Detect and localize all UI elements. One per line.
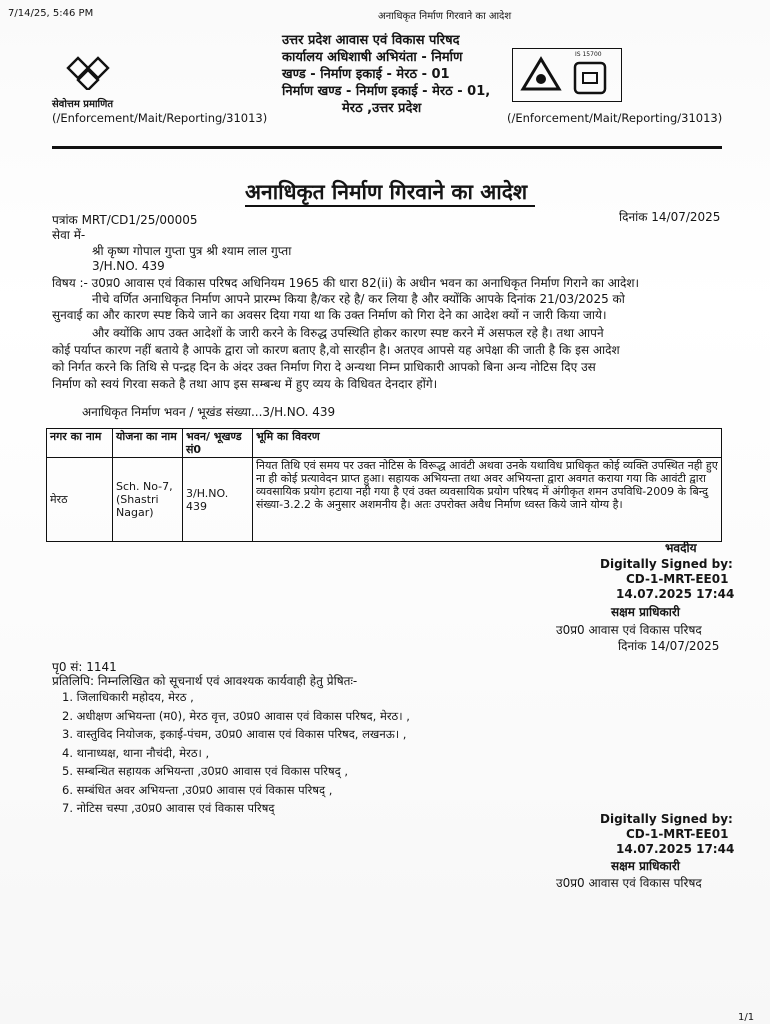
subject-line: विषय :- उ0प्र0 आवास एवं विकास परिषद अधिनियम 1965 की धारा 82(ii) के अधीन भवन का अनाधिकृत निर्माण गिराने का आदेश।: [52, 276, 640, 290]
certification-logo: [512, 48, 622, 102]
cell-description: नियत तिथि एवं समय पर उक्त नोटिस के विरूद्ध आवंटी अथवा उनके यथाविध प्राधिकृत कोई व्यक्ति उपस्थित नही हुए ना ही कोई प्रत्यावेदन प्राप्त हुआ। सहायक अभियन्ता तथा अवर अभियन्ता द्वारा अवगत कराया गया कि आवंटी द्वारा व्यवसायिक प्रयोग हटाया नही गया है एवं उक्त व्यवसायिक प्रयोग परिषद में अंगीकृत शमन उपविधि-2009 के बिन्दु संख्या-3.2.2 के अनुसार अशमनीय है। अतः उपरोक्त अवैध निर्माण ध्वस्त किये जाने योग्य है।: [253, 458, 722, 542]
table-header-row: [47, 429, 722, 458]
ref-left: (/Enforcement/Mait/Reporting/31013): [52, 111, 268, 125]
cert-label: IS 15700: [575, 51, 602, 58]
print-timestamp: 7/14/25, 5:46 PM: [8, 8, 94, 19]
addressee-name: श्री कृष्ण गोपाल गुप्ता पुत्र श्री श्याम लाल गुप्ता: [92, 244, 292, 258]
header-plot: भवन/ भूखण्ड सं0: [183, 429, 253, 458]
print-title: अनाधिकृत निर्माण गिरवाने का आदेश: [378, 11, 512, 22]
sig1-signed-by: Digitally Signed by:: [600, 557, 733, 571]
list-item: 4. थानाध्यक्ष, थाना नौचंदी, मेरठ। ,: [62, 745, 210, 760]
para2-line2: कोई पर्याप्त कारण नहीं बताये है आपके द्वारा जो कारण बताए है,वो सारहीन है। अतएव आपसे यह अपेक्षा की जाती है कि इस आदेश: [52, 343, 620, 357]
sig1-id: CD-1-MRT-EE01: [626, 572, 729, 586]
copy-intro: प्रतिलिपि: निम्नलिखित को सूचनार्थ एवं आवश्यक कार्यवाही हेतु प्रेषितः-: [52, 674, 358, 688]
para2-line4: निर्माण को स्वयं गिरवा सकते है तथा आप इस सम्बन्ध में हुए व्यय के विधिवत देनदार होंगे।: [52, 377, 438, 391]
cell-city: मेरठ: [47, 458, 113, 542]
ref-right: (/Enforcement/Mait/Reporting/31013): [507, 111, 723, 125]
header-description: भूमि का विवरण: [253, 429, 722, 458]
para2-line3: को निर्गत करने कि तिथि से पन्द्रह दिन के अंदर उक्त निर्माण गिरा दे अन्यथा निम्न प्राधिकारी आपको बिना अन्य नोटिस दिए उस: [52, 360, 596, 374]
issue-date: दिनांक 14/07/2025: [619, 210, 721, 224]
header-scheme: योजना का नाम: [113, 429, 183, 458]
para1-line2: सुनवाई का और कारण स्पष्ट किये जाने का अवसर दिया गया था कि उक्त निर्माण को गिरा देने का आदेश क्यों न जारी किया जाये।: [52, 308, 607, 322]
sig2-time: 14.07.2025 17:44: [616, 842, 735, 856]
bhavdiya: भवदीय: [665, 541, 697, 555]
bis-mark-icon: [513, 49, 621, 101]
para1-line1: नीचे वर्णित अनाधिकृत निर्माण आपने प्रारम्भ किया है/कर रहे है/ कर लिया है और क्योंकि आपके दिनांक 21/03/2025 को: [92, 292, 625, 306]
list-item: 1. जिलाधिकारी महोदय, मेरठ ,: [62, 690, 194, 704]
list-item: 3. वास्तुविद नियोजक, इकाई-पंचम, उ0प्र0 आवास एवं विकास परिषद, लखनऊ। ,: [62, 727, 407, 741]
header-city: नगर का नाम: [47, 429, 113, 458]
list-item: 6. सम्बंधित अवर अभियन्ता ,उ0प्र0 आवास एवं विकास परिषद् ,: [62, 782, 333, 797]
sig1-org: उ0प्र0 आवास एवं विकास परिषद: [556, 623, 702, 637]
office-line-2: खण्ड - निर्माण इकाई - मेरठ - 01: [282, 67, 450, 82]
list-item: 5. सम्बन्धित सहायक अभियन्ता ,उ0प्र0 आवास एवं विकास परिषद् ,: [62, 764, 349, 778]
cell-plot: 3/H.NO. 439: [183, 458, 253, 542]
header-divider: [52, 146, 722, 149]
cell-scheme: Sch. No-7, (Shastri Nagar): [113, 458, 183, 542]
seva-me: सेवा में-: [52, 228, 86, 242]
sig2-org: उ0प्र0 आवास एवं विकास परिषद: [556, 876, 702, 890]
sig1-authority: सक्षम प्राधिकारी: [611, 605, 680, 619]
office-line-4: मेरठ ,उत्तर प्रदेश: [342, 101, 422, 116]
para2-line1: और क्योंकि आप उक्त आदेशों के जारी करने के विरुद्ध उपस्थिति होकर कारण स्पष्ट करने में असफल रहे है। तथा आपने: [92, 326, 604, 340]
sig1-date: दिनांक 14/07/2025: [618, 639, 720, 653]
sig2-authority: सक्षम प्राधिकारी: [611, 859, 680, 873]
table-row: [47, 458, 722, 542]
copy-recipient-list: [62, 688, 410, 818]
page-number: 1/1: [738, 1012, 755, 1023]
construction-details-table: [46, 428, 722, 542]
office-line-1: कार्यालय अधिशाषी अभियंता - निर्माण: [282, 50, 463, 65]
sig1-time: 14.07.2025 17:44: [616, 587, 735, 601]
sig2-id: CD-1-MRT-EE01: [626, 827, 729, 841]
org-name: उत्तर प्रदेश आवास एवं विकास परिषद: [282, 33, 460, 48]
document-title: अनाधिकृत निर्माण गिरवाने का आदेश: [245, 180, 528, 204]
building-number-line: अनाधिकृत निर्माण भवन / भूखंड संख्या...3/H.NO. 439: [82, 405, 336, 419]
list-item: 7. नोटिस चस्पा ,उ0प्र0 आवास एवं विकास परिषद्: [62, 801, 275, 815]
motto-text: सेवोत्तम प्रमाणित: [52, 99, 114, 110]
title-underline: [245, 205, 535, 207]
page-serial-number: पृ0 सं: 1141: [52, 660, 117, 674]
office-line-3: निर्माण खण्ड - निर्माण इकाई - मेरठ - 01,: [282, 84, 491, 99]
addressee-address: 3/H.NO. 439: [92, 259, 165, 273]
reference-number: पत्रांक MRT/CD1/25/00005: [52, 213, 198, 227]
housing-board-logo: [60, 50, 116, 90]
list-item: 2. अधीक्षण अभियन्ता (म0), मेरठ वृत्त, उ0प्र0 आवास एवं विकास परिषद, मेरठ। ,: [62, 708, 410, 723]
sig2-signed-by: Digitally Signed by:: [600, 812, 733, 826]
